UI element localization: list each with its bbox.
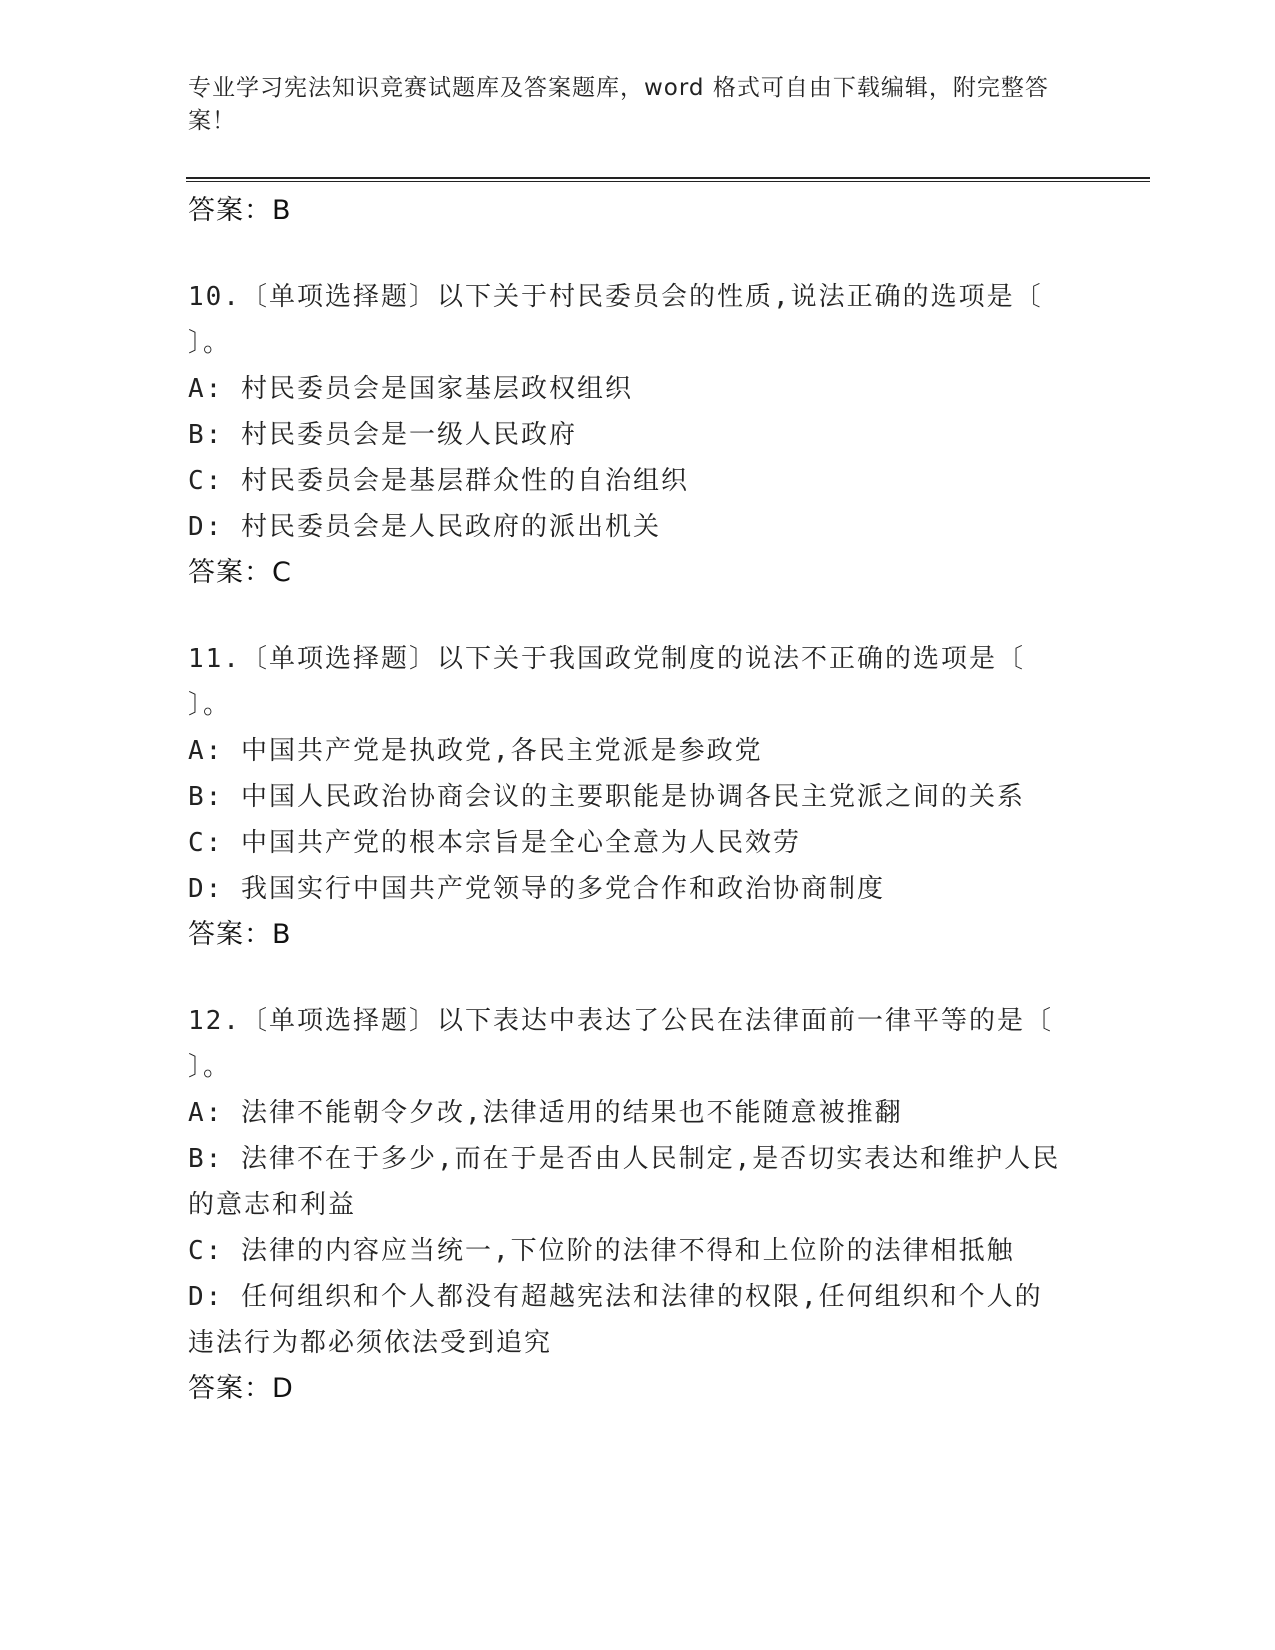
- option-d-continued: 违法行为都必须依法受到追究: [188, 1328, 553, 1358]
- question-title: 12.〔单项选择题〕以下表达中表达了公民在法律面前一律平等的是〔: [188, 1006, 1053, 1036]
- header-rule-thick: [186, 177, 1150, 179]
- page-header: 专业学习宪法知识竞赛试题库及答案题库，word 格式可自由下载编辑，附完整答案！: [188, 75, 1049, 134]
- question-list: [188, 188, 1088, 1412]
- option-b: B: 法律不在于多少,而在于是否由人民制定,是否切实表达和维护人民: [188, 1144, 1061, 1174]
- answer-label: 答案：B: [188, 919, 292, 950]
- question-title: 10.〔单项选择题〕以下关于村民委员会的性质,说法正确的选项是〔: [188, 282, 1043, 312]
- question-title-end: 〕。: [188, 328, 232, 358]
- option-b: B: 村民委员会是一级人民政府: [188, 420, 577, 450]
- option-a: A: 中国共产党是执政党,各民主党派是参政党: [188, 736, 763, 766]
- option-c: C: 法律的内容应当统一,下位阶的法律不得和上位阶的法律相抵触: [188, 1236, 1015, 1266]
- option-a: A: 村民委员会是国家基层政权组织: [188, 374, 633, 404]
- answer-label: 答案：D: [188, 1373, 294, 1404]
- question-title-end: 〕。: [188, 690, 232, 720]
- option-d: D: 村民委员会是人民政府的派出机关: [188, 512, 661, 542]
- option-c: C: 村民委员会是基层群众性的自治组织: [188, 466, 689, 496]
- header-rule-thin: [186, 181, 1150, 182]
- question-11: [188, 636, 1088, 958]
- option-d: D: 我国实行中国共产党领导的多党合作和政治协商制度: [188, 874, 885, 904]
- option-c: C: 中国共产党的根本宗旨是全心全意为人民效劳: [188, 828, 801, 858]
- question-12: [188, 998, 1088, 1412]
- question-10: [188, 274, 1088, 596]
- answer-label: 答案：C: [188, 557, 292, 588]
- question-title: 11.〔单项选择题〕以下关于我国政党制度的说法不正确的选项是〔: [188, 644, 1025, 674]
- option-a: A: 法律不能朝令夕改,法律适用的结果也不能随意被推翻: [188, 1098, 903, 1128]
- answer-label: 答案：B: [188, 195, 292, 226]
- option-d: D: 任何组织和个人都没有超越宪法和法律的权限,任何组织和个人的: [188, 1282, 1043, 1312]
- option-b-continued: 的意志和利益: [188, 1190, 357, 1220]
- option-b: B: 中国人民政治协商会议的主要职能是协调各民主党派之间的关系: [188, 782, 1025, 812]
- question-title-end: 〕。: [188, 1052, 232, 1082]
